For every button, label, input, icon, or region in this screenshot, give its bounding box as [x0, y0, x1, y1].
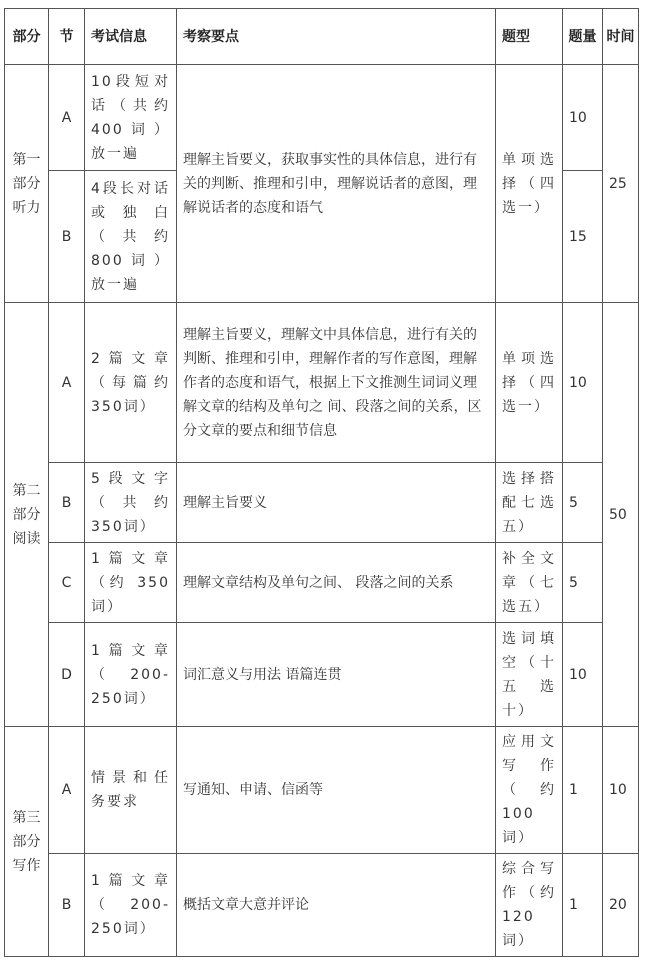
header-info: 考试信息	[85, 9, 177, 65]
info-cell: 4段长对话或独白（共约800词）放一遍	[85, 171, 177, 303]
count-cell: 10	[563, 65, 603, 171]
type-cell: 补全文章（七选五）	[496, 543, 563, 623]
part-label: 第一部分听力	[5, 65, 49, 303]
type-cell: 应用文写作（约100词）	[496, 727, 563, 854]
info-cell: 1篇文章（200-250词）	[85, 623, 177, 727]
table-row	[5, 854, 639, 957]
info-cell: 10段短对话（共约400词）放一遍	[85, 65, 177, 171]
count-cell: 10	[563, 303, 603, 463]
part-label: 第三部分写作	[5, 727, 49, 957]
points-cell: 理解主旨要义，理解文中具体信息，进行有关的判断、推理和引申，理解作者的写作意图，理解作者的态度和语气，根据上下文推测生词词义理解文章的结构及单句之 间、段落之间的关系，区分文章的要点和细节信息	[177, 303, 496, 463]
time-cell: 25	[603, 65, 639, 303]
header-count: 题量	[563, 9, 603, 65]
time-cell: 10	[603, 727, 639, 854]
count-cell: 15	[563, 171, 603, 303]
table-row	[5, 727, 639, 854]
table-row	[5, 65, 639, 171]
points-cell: 词汇意义与用法 语篇连贯	[177, 623, 496, 727]
header-section: 节	[49, 9, 85, 65]
points-cell: 理解主旨要义	[177, 463, 496, 543]
points-cell: 理解主旨要义，获取事实性的具体信息，进行有关的判断、推理和引申，理解说话者的意图，理解说话者的态度和语气	[177, 65, 496, 303]
count-cell: 5	[563, 463, 603, 543]
info-cell: 2篇文章（每篇约350词）	[85, 303, 177, 463]
section-cell: B	[49, 171, 85, 303]
count-cell: 1	[563, 727, 603, 854]
table-row	[5, 623, 639, 727]
type-cell: 选词填空（十五选十）	[496, 623, 563, 727]
type-cell: 单项选择（四选一）	[496, 65, 563, 303]
time-cell: 20	[603, 854, 639, 957]
section-cell: C	[49, 543, 85, 623]
section-cell: B	[49, 854, 85, 957]
info-cell: 1篇文章（约 350词）	[85, 543, 177, 623]
section-cell: A	[49, 727, 85, 854]
info-cell: 5段文字（共约350词）	[85, 463, 177, 543]
count-cell: 5	[563, 543, 603, 623]
count-cell: 10	[563, 623, 603, 727]
part-label: 第二部分阅读	[5, 303, 49, 727]
type-cell: 综合写作（约120词）	[496, 854, 563, 957]
section-cell: D	[49, 623, 85, 727]
header-points: 考察要点	[177, 9, 496, 65]
header-time: 时间	[603, 9, 639, 65]
points-cell: 写通知、申请、信函等	[177, 727, 496, 854]
info-cell: 情景和任务要求	[85, 727, 177, 854]
header-row	[5, 9, 639, 65]
section-cell: B	[49, 463, 85, 543]
header-part: 部分	[5, 9, 49, 65]
table-row	[5, 543, 639, 623]
table-row	[5, 463, 639, 543]
section-cell: A	[49, 303, 85, 463]
type-cell: 单项选择（四选一）	[496, 303, 563, 463]
type-cell: 选择搭配七选五）	[496, 463, 563, 543]
time-cell: 50	[603, 303, 639, 727]
table-row	[5, 303, 639, 463]
section-cell: A	[49, 65, 85, 171]
info-cell: 1篇文章（200-250词）	[85, 854, 177, 957]
exam-structure-table	[4, 8, 639, 957]
count-cell: 1	[563, 854, 603, 957]
points-cell: 理解文章结构及单句之间、 段落之间的关系	[177, 543, 496, 623]
header-type: 题型	[496, 9, 563, 65]
points-cell: 概括文章大意并评论	[177, 854, 496, 957]
exam-structure-table-wrapper	[4, 8, 638, 957]
